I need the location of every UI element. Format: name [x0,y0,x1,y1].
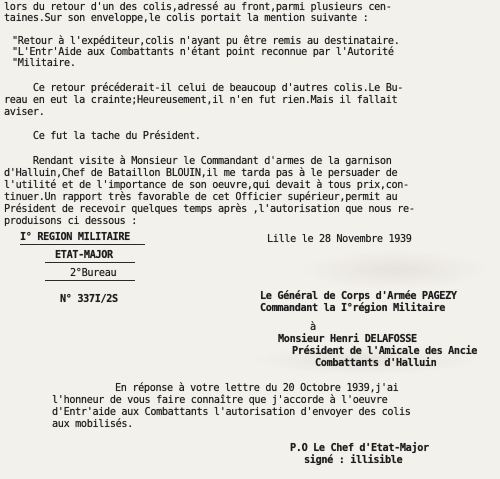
body-text-line: Président de recevoir quelques temps après ,l'autorisation que nous re- [4,204,415,215]
letter-recipient-line: Président de l'Amicale des Ancie [292,346,478,357]
paper-smudge [300,250,490,290]
body-text-line: aviser. [4,107,45,118]
body-text-line: lors du retour d'un des colis,adressé au front,parmi plusieurs cen- [4,2,392,13]
header-underline [20,244,145,245]
letter-body-line: l'honneur de vous faire connaître que j'accorde à l'oeuvre [52,395,388,406]
letter-signature-line: P.O Le Chef d'Etat-Major [290,443,429,454]
body-text-line: l'utilité et de l'importance de son oeuvre,qui devait à tous prix,con- [4,180,409,191]
body-text-line: reau en eut la crainte;Heureusement,il n'en fut rien.Mais il fallait [4,95,398,106]
letter-body-line: aux mobilisés. [52,419,133,430]
body-text-line: Ce fut la tache du Président. [4,131,201,142]
letter-sender-line: Le Général de Corps d'Armée PAGEZY [260,291,457,302]
letter-bureau: 2°Bureau [70,268,117,279]
quoted-mention-line: "Retour à l'expéditeur,colis n'ayant pu être remis au destinataire. [12,36,400,47]
letter-sender-line: Commandant la I°région Militaire [260,303,446,314]
letter-a: à [310,322,316,333]
letter-signature-line: signé : illisible [304,455,403,466]
body-text-line: taines.Sur son enveloppe,le colis portait la mention suivante : [4,13,369,24]
letter-recipient-line: Monsieur Henri DELAFOSSE [278,334,417,345]
letter-body-line: d'Entr'aide aux Combattants l'autorisation d'envoyer des colis [52,407,411,418]
body-text-line: d'Halluin,Chef de Bataillon BLOUIN,il me tarda pas à le persuader de [4,168,398,179]
header-underline [45,280,135,281]
body-text-line: tinuer.Un rapport très favorable de cet Officier supérieur,permit au [4,192,398,203]
letter-etat-major: ETAT-MAJOR [55,250,113,261]
letter-region-header: I° REGION MILITAIRE [20,232,130,243]
letter-body-line: En réponse à votre lettre du 20 Octobre 1939,j'ai [115,383,399,394]
quoted-mention-line: "L'Entr'Aide aux Combattants n'étant point reconnue par l'Autorité [12,47,394,58]
letter-date: Lille le 28 Novembre 1939 [267,234,412,245]
header-underline [45,262,135,263]
body-text-line: produisons ci dessous : [4,216,138,227]
letter-reference-number: N° 337I/2S [60,294,118,305]
letter-recipient-line: Combattants d'Halluin [315,358,437,369]
quoted-mention-line: "Militaire. [12,58,76,69]
body-text-line: Rendant visite à Monsieur le Commandant d'armes de la garnison [4,156,392,167]
body-text-line: Ce retour précéderait-il celui de beaucoup d'autres colis.Le Bu- [4,83,404,94]
